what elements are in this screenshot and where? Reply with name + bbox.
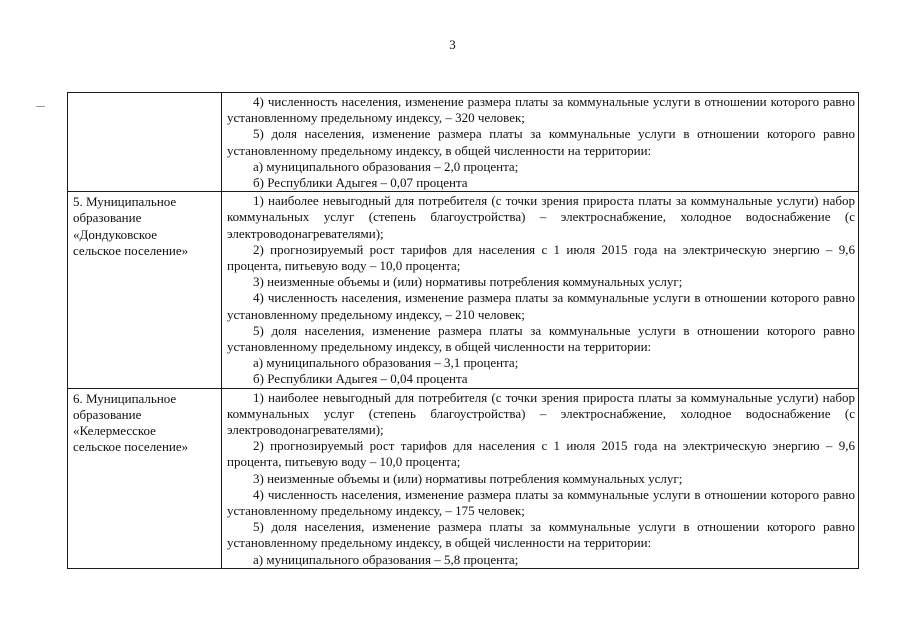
condition-paragraph: 2) прогнозируемый рост тарифов для населения с 1 июля 2015 года на электрическую энергию – 9,6 процента, питьевую воду – 10,0 процента; — [227, 241, 855, 274]
municipality-name-line: 6. Муниципальное — [73, 390, 177, 406]
table-row — [68, 192, 859, 388]
condition-paragraph: 4) численность населения, изменение размера платы за коммунальные услуги в отношении которого равно установленному предельному индексу, – 175 человек; — [227, 486, 855, 519]
conditions-cell — [222, 388, 859, 568]
condition-paragraph: 3) неизменные объемы и (или) нормативы потребления коммунальных услуг; — [253, 470, 683, 486]
table-row — [68, 388, 859, 568]
municipality-name-line: образование — [73, 406, 142, 422]
page-number: 3 — [449, 37, 456, 52]
condition-paragraph: 4) численность населения, изменение размера платы за коммунальные услуги в отношении которого равно установленному предельному индексу, – 210 человек; — [227, 290, 855, 322]
margin-mark — [36, 106, 45, 107]
condition-paragraph: 3) неизменные объемы и (или) нормативы потребления коммунальных услуг; — [253, 274, 683, 290]
condition-paragraph: 5) доля населения, изменение размера платы за коммунальные услуги в отношении которого равно установленному предельному индексу, в общей численности на территории: — [227, 519, 855, 551]
conditions-cell — [222, 93, 859, 192]
condition-paragraph: а) муниципального образования – 3,1 процента; — [253, 355, 519, 371]
municipality-name-line: «Дондуковское — [73, 226, 158, 242]
municipality-name-cell — [68, 388, 222, 568]
condition-paragraph: 2) прогнозируемый рост тарифов для населения с 1 июля 2015 года на электрическую энергию – 9,6 процента, питьевую воду – 10,0 процента; — [227, 438, 855, 470]
condition-paragraph: 4) численность населения, изменение размера платы за коммунальные услуги в отношении которого равно установленному предельному индексу, – 320 человек; — [227, 94, 855, 126]
condition-paragraph: а) муниципального образования – 5,8 процента; — [253, 551, 519, 567]
municipality-name-line: 5. Муниципальное — [73, 194, 177, 210]
municipality-name-line: образование — [73, 210, 142, 226]
condition-paragraph: 1) наиболее невыгодный для потребителя (с точки зрения прироста платы за коммунальные услуги) набор коммунальных услуг (степень благоустройства) – электроснабжение, холодное водоснабжение (с электроводонагревателями); — [227, 389, 855, 438]
condition-paragraph: 1) наиболее невыгодный для потребителя (с точки зрения прироста платы за коммунальные услуги) набор коммунальных услуг (степень благоустройства) – электроснабжение, холодное водоснабжение (с электроводонагревателями); — [227, 193, 855, 241]
condition-paragraph: 5) доля населения, изменение размера платы за коммунальные услуги в отношении которого равно установленному предельному индексу, в общей численности на территории: — [227, 322, 855, 355]
municipality-name-line: сельское поселение» — [73, 242, 189, 258]
municipality-name-line: сельское поселение» — [73, 439, 189, 455]
municipality-name-cell — [68, 192, 222, 388]
table-row — [68, 93, 859, 192]
condition-paragraph: б) Республики Адыгея – 0,07 процента — [253, 175, 468, 191]
condition-paragraph: б) Республики Адыгея – 0,04 процента — [253, 371, 468, 387]
municipality-table — [67, 92, 859, 569]
conditions-cell — [222, 192, 859, 388]
municipality-name-line: «Келермесское — [73, 423, 156, 439]
condition-paragraph: а) муниципального образования – 2,0 процента; — [253, 158, 519, 174]
municipality-name-cell — [68, 93, 222, 192]
condition-paragraph: 5) доля населения, изменение размера платы за коммунальные услуги в отношении которого равно установленному предельному индексу, в общей численности на территории: — [227, 126, 855, 158]
